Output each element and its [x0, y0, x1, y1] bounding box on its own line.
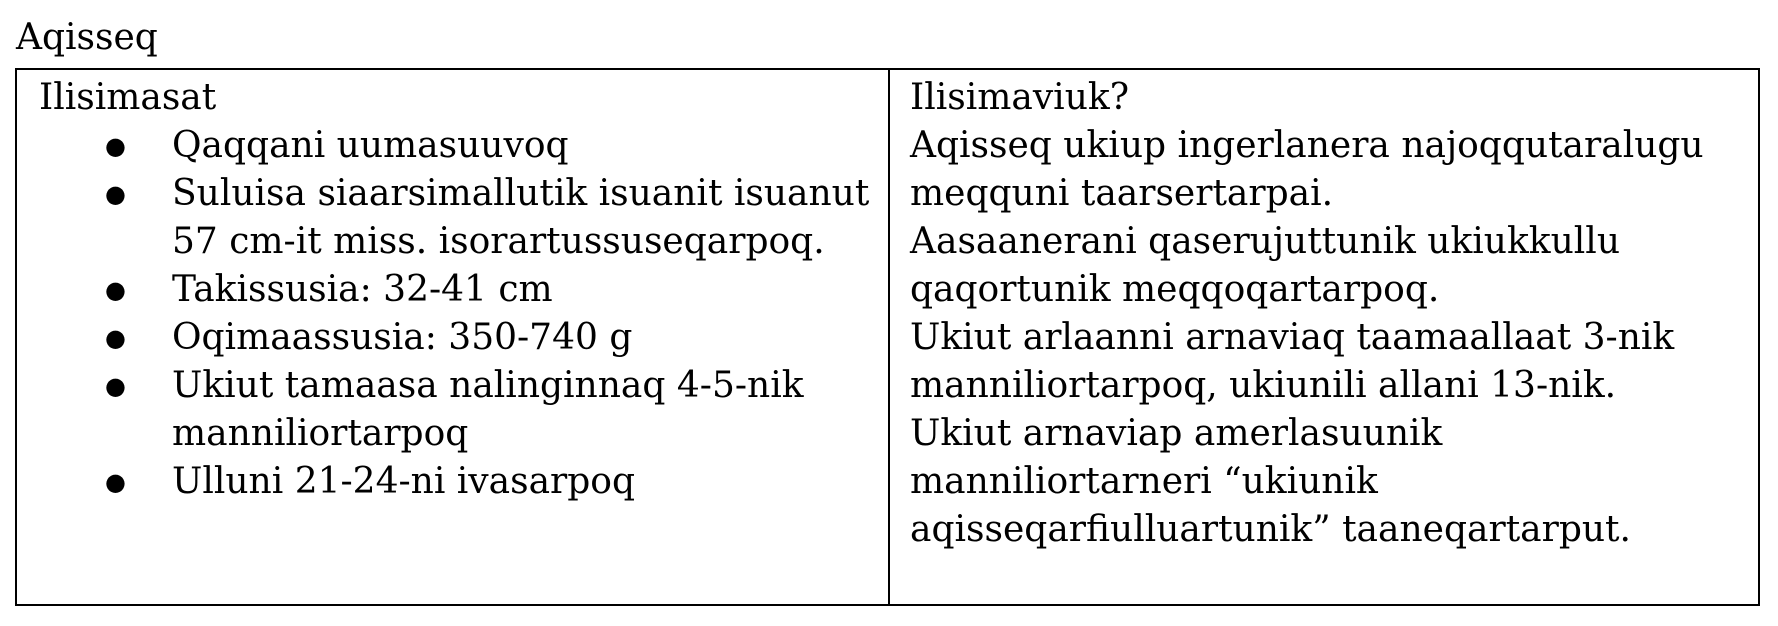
facts-heading: Ilisimasat [39, 77, 217, 118]
facts-list-item: ● Qaqqani uumasuuvoq [39, 122, 878, 170]
facts-list-item: ● Takissusia: 32-41 cm [39, 266, 878, 314]
knowledge-heading: Ilisimaviuk? [910, 77, 1129, 118]
facts-column [17, 70, 890, 604]
facts-list-item: ● Ukiut tamaasa nalinginnaq 4-5-nik manniliortarpoq [39, 362, 878, 458]
document-title: Aqisseq [16, 17, 158, 58]
facts-list-item: ● Oqimaassusia: 350-740 g [39, 314, 878, 362]
facts-list [39, 122, 878, 506]
knowledge-paragraph: Aqisseq ukiup ingerlanera najoqqutaralugu meqquni taarsertarpai. [910, 125, 1704, 214]
knowledge-paragraph: Ukiut arnaviap amerlasuunik manniliortarneri “ukiunik aqisseqarfiulluartunik” taaneqartarput. [910, 413, 1631, 550]
facts-list-item: ● Ulluni 21-24-ni ivasarpoq [39, 458, 878, 506]
facts-list-item: ● Suluisa siaarsimallutik isuanit isuanut 57 cm-it miss. isorartussuseqarpoq. [39, 170, 878, 266]
knowledge-paragraph: Aasaanerani qaserujuttunik ukiukkullu qaqortunik meqqoqartarpoq. [910, 221, 1620, 310]
info-table [15, 68, 1760, 606]
knowledge-paragraph: Ukiut arlaanni arnaviaq taamaallaat 3-nik manniliortarpoq, ukiunili allani 13-nik. [910, 317, 1675, 406]
knowledge-column [890, 70, 1758, 604]
